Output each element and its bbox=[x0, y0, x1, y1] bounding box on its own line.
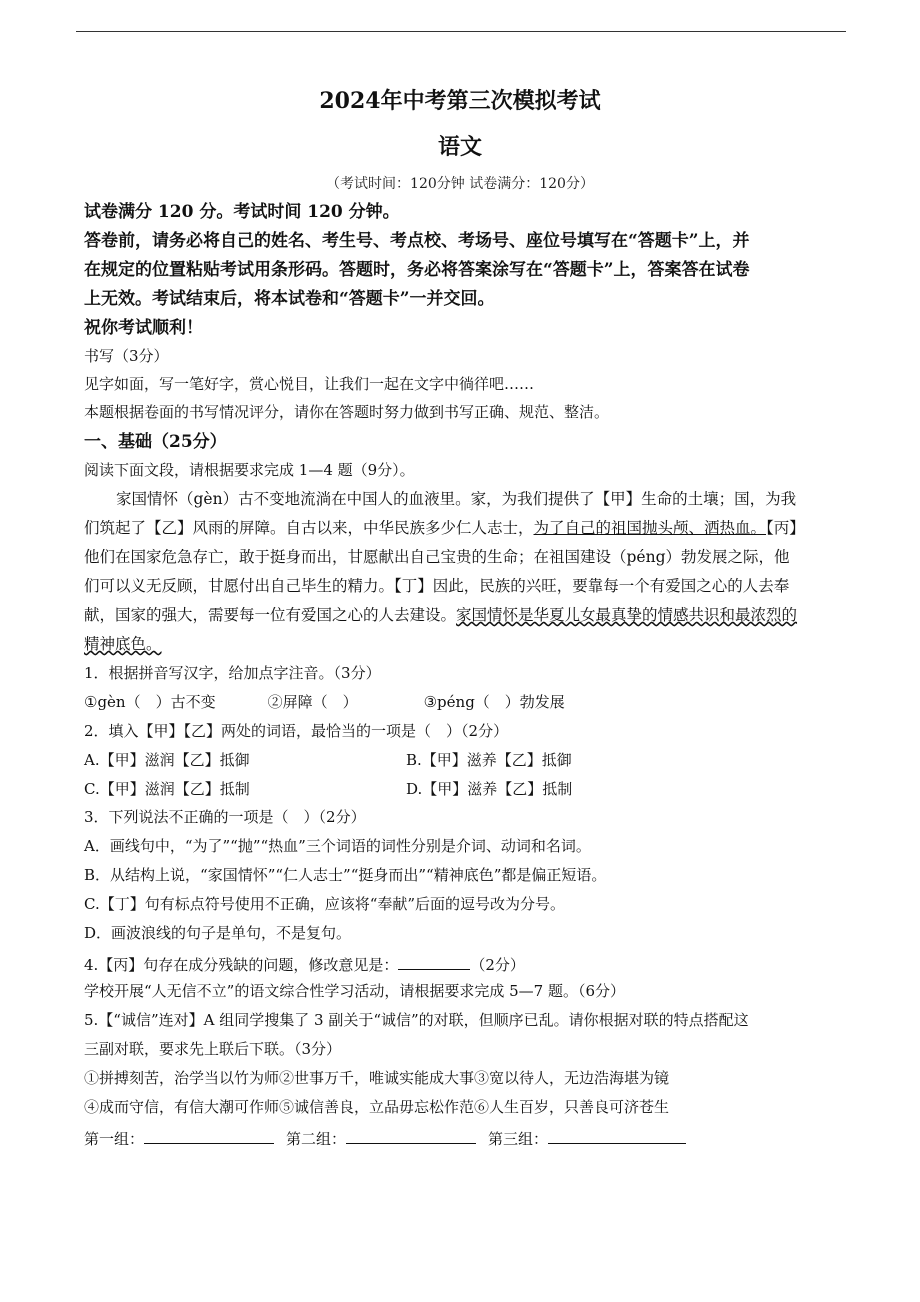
wavy-sentence: 精神底色。 bbox=[84, 635, 162, 653]
q4-score: （2分） bbox=[470, 956, 525, 974]
passage-text: 【丙】 bbox=[766, 519, 805, 537]
q3-option-a: A．画线句中，“为了”“抛”“热血”三个词语的词性分别是介词、动词和名词。 bbox=[84, 837, 591, 855]
q2-stem: 2．填入【甲】【乙】两处的词语，最恰当的一项是（ ）（2分） bbox=[84, 722, 509, 740]
section-intro: 阅读下面文段，请根据要求完成 1—4 题（9分）。 bbox=[84, 461, 415, 479]
answer-blank[interactable] bbox=[346, 1129, 476, 1144]
q3-option-c: C.【丁】句有标点符号使用不正确，应该将“奉献”后面的逗号改为分号。 bbox=[84, 895, 566, 913]
passage-line bbox=[84, 637, 162, 653]
exam-title: 2024年中考第三次模拟考试 bbox=[319, 88, 601, 114]
q1-item: ②屏障（ ） bbox=[267, 693, 358, 711]
q5-stem: 三副对联，要求先上联后下联。（3分） bbox=[84, 1040, 342, 1058]
q5-answer-row bbox=[84, 1129, 686, 1147]
q5-stem: 5.【“诚信”连对】A 组同学搜集了 3 副关于“诚信”的对联，但顺序已乱。请你根据对联的特点搭配这 bbox=[84, 1011, 749, 1029]
q2-option-a: A.【甲】滋润【乙】抵御 bbox=[84, 751, 250, 769]
writing-heading: 书写（3分） bbox=[84, 347, 169, 365]
q2-option-d: D.【甲】滋养【乙】抵制 bbox=[406, 780, 573, 798]
group-label: 第三组： bbox=[488, 1130, 549, 1148]
passage-line: 们可以义无反顾，甘愿付出自己毕生的精力。【丁】因此，民族的兴旺，要靠每一个有爱国之心的人去奉 bbox=[84, 577, 790, 595]
instruction-line: 在规定的位置粘贴考试用条形码。答题时，务必将答案涂写在“答题卡”上，答案答在试卷 bbox=[84, 260, 750, 280]
couplet-list: ④成而守信，有信大潮可作师⑤诚信善良，立品毋忘松作范⑥人生百岁，只善良可济苍生 bbox=[84, 1098, 670, 1116]
answer-blank[interactable] bbox=[398, 955, 470, 970]
group-label: 第一组： bbox=[84, 1130, 145, 1148]
passage-line bbox=[84, 608, 797, 624]
subject-title: 语文 bbox=[437, 134, 482, 160]
group-label: 第二组： bbox=[286, 1130, 347, 1148]
passage-line: 他们在国家危急存亡，敢于挺身而出，甘愿献出自己宝贵的生命；在祖国建设（péng）勃发展之际，他 bbox=[84, 548, 790, 566]
q2-option-c: C.【甲】滋润【乙】抵制 bbox=[84, 780, 250, 798]
q4-stem: 4.【丙】句存在成分残缺的问题，修改意见是： bbox=[84, 956, 399, 974]
q1-item: ①gèn（ ）古不变 bbox=[84, 693, 216, 711]
passage-line bbox=[84, 521, 805, 537]
instruction-line: 试卷满分 120 分。考试时间 120 分钟。 bbox=[84, 202, 400, 222]
q3-option-d: D．画波浪线的句子是单句，不是复句。 bbox=[84, 924, 352, 942]
couplet-list: ①拼搏刻苦，治学当以竹为师②世事万千，唯诚实能成大事③宽以待人，无边浩海堪为镜 bbox=[84, 1069, 670, 1087]
answer-blank[interactable] bbox=[144, 1129, 274, 1144]
wavy-sentence: 家国情怀是华夏儿女最真挚的情感共识和最浓烈的 bbox=[456, 606, 798, 624]
instruction-line: 祝你考试顺利！ bbox=[84, 318, 203, 338]
answer-blank[interactable] bbox=[548, 1129, 686, 1144]
q3-stem: 3．下列说法不正确的一项是（ ）（2分） bbox=[84, 808, 366, 826]
underlined-sentence: 为了自己的祖国抛头颅、洒热血。 bbox=[533, 519, 767, 537]
q4-line bbox=[84, 955, 525, 973]
q1-items bbox=[84, 695, 565, 710]
exam-info: （考试时间：120分钟 试卷满分：120分） bbox=[326, 176, 594, 192]
instruction-line: 答卷前，请务必将自己的姓名、考生号、考点校、考场号、座位号填写在“答题卡”上，并 bbox=[84, 231, 750, 251]
q1-item: ③péng（ ）勃发展 bbox=[423, 693, 565, 711]
section-heading: 一、基础（25分） bbox=[84, 432, 227, 452]
writing-text: 本题根据卷面的书写情况评分，请你在答题时努力做到书写正确、规范、整洁。 bbox=[84, 403, 610, 421]
q1-stem: 1．根据拼音写汉字，给加点字注音。（3分） bbox=[84, 664, 381, 682]
writing-text: 见字如面，写一笔好字，赏心悦目，让我们一起在文字中徜徉吧…… bbox=[84, 375, 535, 393]
instruction-line: 上无效。考试结束后，将本试卷和“答题卡”一并交回。 bbox=[84, 289, 495, 309]
activity-intro: 学校开展“人无信不立”的语文综合性学习活动，请根据要求完成 5—7 题。（6分） bbox=[84, 982, 626, 1000]
passage-text: 献，国家的强大，需要每一位有爱国之心的人去建设。 bbox=[84, 606, 457, 624]
q3-option-b: B．从结构上说，“家国情怀”“仁人志士”“挺身而出”“精神底色”都是偏正短语。 bbox=[84, 866, 607, 884]
q2-option-b: B.【甲】滋养【乙】抵御 bbox=[406, 751, 572, 769]
passage-text: 们筑起了【乙】风雨的屏障。自古以来，中华民族多少仁人志士， bbox=[84, 519, 534, 537]
passage-line: 家国情怀（gèn）古不变地流淌在中国人的血液里。家，为我们提供了【甲】生命的土壤；国，为我 bbox=[116, 490, 797, 508]
header-rule bbox=[76, 31, 846, 32]
